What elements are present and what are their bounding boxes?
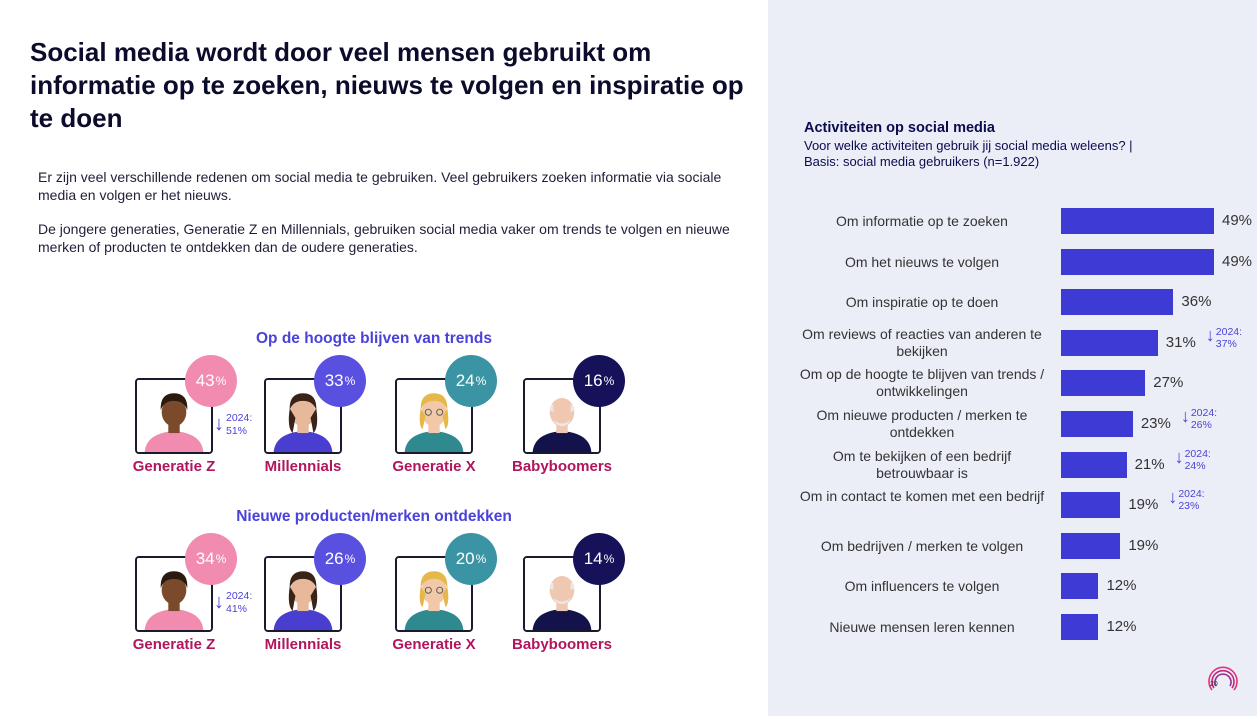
generation-label: Generatie Z <box>132 458 216 475</box>
bar-value-label: 49% <box>1222 252 1253 270</box>
comparison-2024: ↓ 2024: 26% <box>1180 406 1218 431</box>
bar-value-label: 12% <box>1106 618 1137 635</box>
bar-category-label: Om nieuwe producten / merken te ontdekken <box>816 407 1028 440</box>
bar-category-label: Nieuwe mensen leren kennen <box>829 619 1015 635</box>
section-title: Nieuwe producten/merken ontdekken <box>236 508 512 525</box>
generation-label: Generatie X <box>392 458 476 475</box>
intro-text <box>38 168 738 272</box>
page-title: Social media wordt door veel mensen gebruikt om informatie op te zoeken, nieuws te volgen en inspiratie op te doen <box>30 37 744 133</box>
brand-logo <box>1208 660 1238 694</box>
bar-category-label: Om bedrijven / merken te volgen <box>820 537 1024 554</box>
percentage-bubble: 20 % <box>445 533 497 585</box>
bar <box>1061 533 1120 559</box>
bar <box>1061 249 1214 275</box>
bar <box>1061 492 1120 518</box>
comparison-2024: ↓ 2024: 37% <box>1205 324 1243 350</box>
comparison-2024: ↓ 2024: 24% <box>1174 446 1211 472</box>
percentage-bubble: 43 % <box>185 355 237 407</box>
bar-category-label: Om in contact te komen met een bedrijf <box>799 488 1045 505</box>
bar-value-label: 19% <box>1128 536 1159 554</box>
generation-label: Millennials <box>264 636 342 653</box>
bar <box>1061 330 1158 356</box>
generation-label: Millennials <box>264 458 342 475</box>
bar-category-label: Om het nieuws te volgen <box>844 253 1000 270</box>
bar <box>1061 452 1127 478</box>
bar-value-label: 12% <box>1106 577 1137 595</box>
page-number: 20 <box>1210 681 1218 688</box>
percentage-bubble: 33 % <box>314 355 366 407</box>
chart-subtitle <box>804 138 1133 170</box>
bar-value-label: 21% <box>1134 455 1165 473</box>
arrow-down-icon: ↓ <box>1174 446 1184 467</box>
arrow-down-icon: ↓ <box>1168 487 1178 508</box>
bar <box>1061 614 1098 640</box>
chart-question: Voor welke activiteiten gebruik jij social media weleens? | <box>804 138 1133 153</box>
bar-value-label: 31% <box>1165 333 1196 351</box>
bar <box>1061 370 1145 396</box>
bar-value-label: 23% <box>1140 415 1171 432</box>
bar-category-label: Om influencers te volgen <box>844 578 1000 595</box>
percentage-bubble: 14 % <box>573 533 625 585</box>
generation-label: Generatie X <box>392 636 476 653</box>
percentage-bubble: 26 % <box>314 533 366 585</box>
bar-value-label: 27% <box>1153 374 1184 392</box>
intro-paragraph-2: De jongere generaties, Generatie Z en Millennials, gebruiken social media vaker om trends te volgen en nieuwe merken of producten te ontdekken dan de oudere generaties. <box>38 221 730 255</box>
arrow-down-icon: ↓ <box>1205 324 1215 345</box>
chart-title: Activiteiten op social media <box>804 120 995 136</box>
comparison-2024: ↓ 2024: 23% <box>1168 487 1205 513</box>
bar <box>1061 289 1173 315</box>
percentage-bubble: 24 % <box>445 355 497 407</box>
bar-category-label: Om inspiratie op te doen <box>845 294 999 311</box>
intro-paragraph-1: Er zijn veel verschillende redenen om social media te gebruiken. Veel gebruikers zoeken informatie via sociale media en volgen er het nieuws. <box>38 169 722 203</box>
previous-year-comparison: ↓ 2024: 51% <box>214 412 253 437</box>
arrow-down-icon: ↓ <box>214 413 224 435</box>
generation-label: Babyboomers <box>511 636 613 653</box>
section-title: Op de hoogte blijven van trends <box>256 330 492 347</box>
arrow-down-icon: ↓ <box>1180 406 1190 426</box>
bar-category-label: Om informatie op te zoeken <box>836 213 1008 229</box>
bar-value-label: 19% <box>1128 496 1159 514</box>
bar-category-label: Om te bekijken of een bedrijf betrouwbaar is <box>832 447 1012 481</box>
percentage-bubble: 16 % <box>573 355 625 407</box>
bar-category-label: Om reviews of reacties van anderen te bekijken <box>802 325 1042 359</box>
bar <box>1061 573 1098 599</box>
bar-value-label: 36% <box>1181 293 1212 311</box>
previous-year-comparison: ↓ 2024: 41% <box>214 590 253 615</box>
bar-value-label: 49% <box>1222 212 1253 229</box>
generation-label: Babyboomers <box>511 458 613 475</box>
percentage-bubble: 34 % <box>185 533 237 585</box>
arrow-down-icon: ↓ <box>214 591 224 613</box>
chart-basis: Basis: social media gebruikers (n=1.922) <box>804 154 1040 169</box>
bar <box>1061 208 1214 234</box>
bar-category-label: Om op de hoogte te blijven van trends / ontwikkelingen <box>799 366 1045 400</box>
bar <box>1061 411 1133 437</box>
generation-label: Generatie Z <box>132 636 216 653</box>
